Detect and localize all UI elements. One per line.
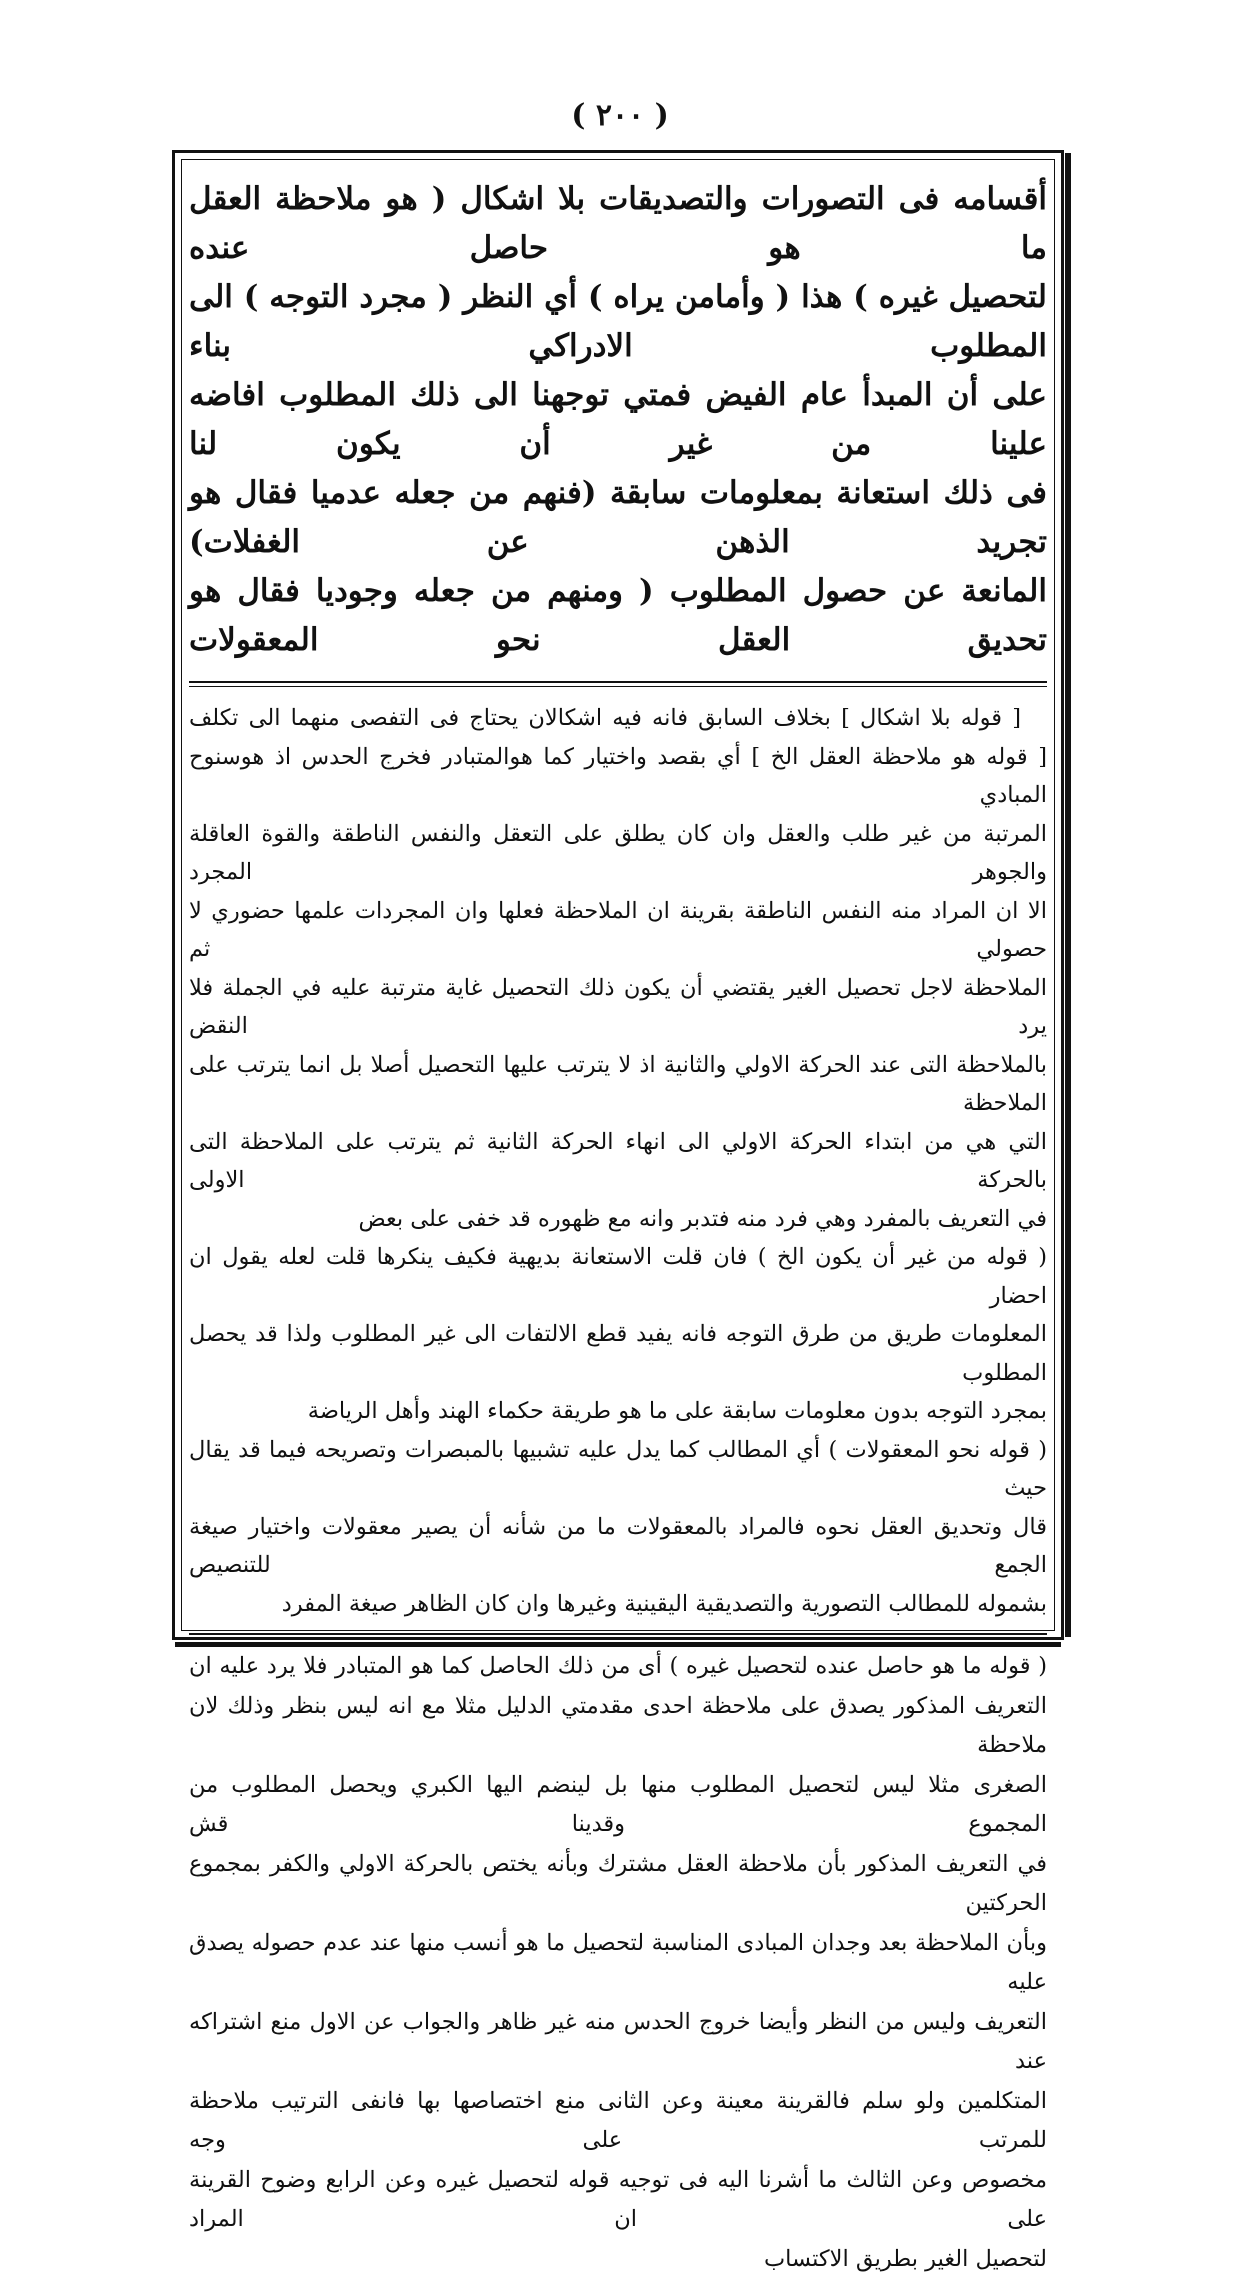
gloss-line: [ قوله هو ملاحظة العقل الخ ] أي بقصد واختيار كما هوالمتبادر فخرج الحدس اذ هوسنوح المبادي [189, 738, 1047, 815]
gloss-line: مخصوص وعن الثالث ما أشرنا اليه فى توجيه قوله لتحصيل غيره وعن الرابع وضوح القرينة على ان المراد [189, 2161, 1047, 2240]
gloss-section-1 [189, 699, 1047, 1623]
gloss-line: ( قوله نحو المعقولات ) أي المطالب كما يدل عليه تشبيها بالمبصرات وتصريحه فيما قد يقال حيث [189, 1431, 1047, 1508]
gloss-line: قال وتحديق العقل نحوه فالمراد بالمعقولات ما من شأنه أن يصير معقولات واختيار صيغة الجمع للتنصيص [189, 1508, 1047, 1585]
gloss-line: بشموله للمطالب التصورية والتصديقية اليقينية وغيرها وان كان الظاهر صيغة المفرد [189, 1585, 1047, 1624]
frame-right-bar [1065, 153, 1071, 1637]
gloss-line: المعلومات طريق من طرق التوجه فانه يفيد قطع الالتفات الى غير المطلوب ولذا قد يحصل المطلوب [189, 1315, 1047, 1392]
gloss-line: وبأن الملاحظة بعد وجدان المبادى المناسبة لتحصيل ما هو أنسب منها عند عدم حصوله يصدق عليه [189, 1924, 1047, 2003]
gloss-line: الملاحظة لاجل تحصيل الغير يقتضي أن يكون ذلك التحصيل غاية مترتبة عليه في الجملة فلا يرد النقض [189, 969, 1047, 1046]
gloss-line: ( قوله من غير أن يكون الخ ) فان قلت الاستعانة بديهية فكيف ينكرها قلت لعله يقول ان احضار [189, 1238, 1047, 1315]
gloss-line: المرتبة من غير طلب والعقل وان كان يطلق على التعقل والنفس الناطقة والقوة العاقلة والجوهر المجرد [189, 815, 1047, 892]
gloss-line: في التعريف المذكور بأن ملاحظة العقل مشترك وبأنه يختص بالحركة الاولي والكفر بمجموع الحركتين [189, 1845, 1047, 1924]
gloss-line: الا ان المراد منه النفس الناطقة بقرينة ان الملاحظة فعلها وان المجردات علمها حضوري لا حصولي ثم [189, 892, 1047, 969]
gloss-section-2 [189, 1647, 1047, 2279]
gloss-line: بالملاحظة التى عند الحركة الاولي والثانية اذ لا يترتب عليها التحصيل أصلا بل انما يترتب على الملاحظة [189, 1046, 1047, 1123]
gloss-line: التعريف وليس من النظر وأيضا خروج الحدس منه غير ظاهر والجواب عن الاول منع اشتراكه عند [189, 2003, 1047, 2082]
gloss-line: التعريف المذكور يصدق على ملاحظة احدى مقدمتي الدليل مثلا مع انه ليس بنظر وذلك لان ملاحظة [189, 1687, 1047, 1766]
page-frame [172, 150, 1064, 1640]
gloss-line: الصغرى مثلا ليس لتحصيل المطلوب منها بل لينضم اليها الكبري ويحصل المطلوب من المجموع وقدينا قش [189, 1766, 1047, 1845]
gloss-line: في التعريف بالمفرد وهي فرد منه فتدبر وانه مع ظهوره قد خفى على بعض [189, 1200, 1047, 1239]
gloss-line: [ قوله بلا اشكال ] بخلاف السابق فانه فيه اشكالان يحتاج فى التفصى منهما الى تكلف [189, 699, 1047, 738]
gloss-line: بمجرد التوجه بدون معلومات سابقة على ما هو طريقة حكماء الهند وأهل الرياضة [189, 1392, 1047, 1431]
main-text [189, 175, 1047, 665]
main-text-line: لتحصيل غيره ) هذا ( وأمامن يراه ) أي النظر ( مجرد التوجه ) الى المطلوب الادراكي بناء [189, 273, 1047, 371]
gloss-line: لتحصيل الغير بطريق الاكتساب [189, 2240, 1047, 2279]
main-text-line: على أن المبدأ عام الفيض فمتي توجهنا الى ذلك المطلوب افاضه علينا من غير أن يكون لنا [189, 371, 1047, 469]
main-text-line: المانعة عن حصول المطلوب ( ومنهم من جعله وجوديا فقال هو تحديق العقل نحو المعقولات [189, 567, 1047, 665]
gloss-line: ( قوله ما هو حاصل عنده لتحصيل غيره ) أى من ذلك الحاصل كما هو المتبادر فلا يرد عليه ان [189, 1647, 1047, 1687]
main-text-line: أقسامه فى التصورات والتصديقات بلا اشكال ( هو ملاحظة العقل ما هو حاصل عنده [189, 175, 1047, 273]
section-divider [189, 681, 1047, 687]
gloss-line: التي هي من ابتداء الحركة الاولي الى انهاء الحركة الثانية ثم يترتب على الملاحظة التى بالحركة الاولى [189, 1123, 1047, 1200]
main-text-line: فى ذلك استعانة بمعلومات سابقة (فنهم من جعله عدميا فقال هو تجريد الذهن عن الغفلات) [189, 469, 1047, 567]
page-number: ( ٢٠٠ ) [0, 98, 1240, 133]
page-content [189, 167, 1047, 1623]
section-divider [189, 1633, 1047, 1635]
gloss-line: المتكلمين ولو سلم فالقرينة معينة وعن الثانى منع اختصاصها بها فانفى الترتيب ملاحظة للمرتب على وجه [189, 2082, 1047, 2161]
